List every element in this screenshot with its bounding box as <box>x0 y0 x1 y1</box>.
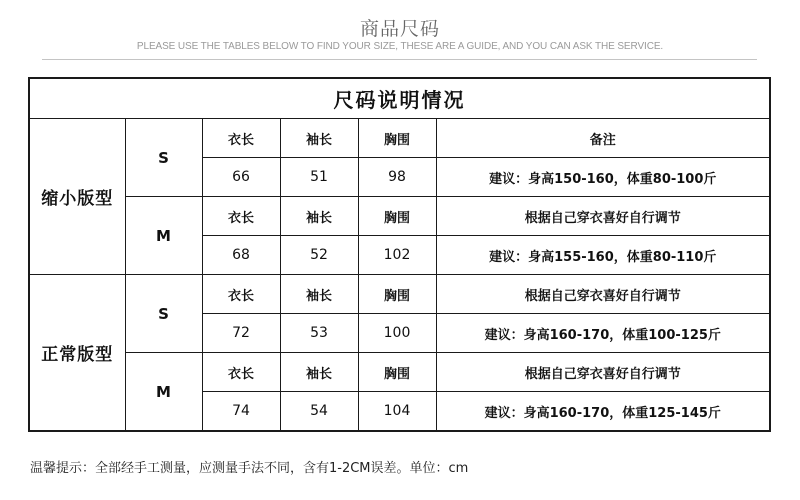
header-length: 衣长 <box>202 275 280 314</box>
table-caption: 尺码说明情况 <box>29 78 770 119</box>
table-row <box>29 119 770 158</box>
value-recommendation: 建议：身高150-160，体重80-100斤 <box>436 158 770 197</box>
value-sleeve: 53 <box>280 314 358 353</box>
header-divider <box>42 59 757 60</box>
value-length: 68 <box>202 236 280 275</box>
value-sleeve: 51 <box>280 158 358 197</box>
value-chest: 98 <box>358 158 436 197</box>
value-recommendation: 建议：身高160-170，体重100-125斤 <box>436 314 770 353</box>
header-chest: 胸围 <box>358 197 436 236</box>
value-recommendation: 建议：身高160-170，体重125-145斤 <box>436 392 770 432</box>
header-sleeve: 袖长 <box>280 353 358 392</box>
value-sleeve: 52 <box>280 236 358 275</box>
size-label: M <box>125 353 202 432</box>
header-chest: 胸围 <box>358 119 436 158</box>
header-sleeve: 袖长 <box>280 197 358 236</box>
fit-label-slim: 缩小版型 <box>29 119 125 275</box>
value-length: 74 <box>202 392 280 432</box>
value-length: 72 <box>202 314 280 353</box>
header-remark: 根据自己穿衣喜好自行调节 <box>436 275 770 314</box>
fit-label-regular: 正常版型 <box>29 275 125 432</box>
size-label: M <box>125 197 202 275</box>
header-length: 衣长 <box>202 119 280 158</box>
page-subtitle: PLEASE USE THE TABLES BELOW TO FIND YOUR SIZE, THESE ARE A GUIDE, AND YOU CAN ASK THE SERVICE. <box>136 41 664 52</box>
header-remark: 根据自己穿衣喜好自行调节 <box>436 353 770 392</box>
table-row <box>29 275 770 314</box>
size-label: S <box>125 275 202 353</box>
header-length: 衣长 <box>202 197 280 236</box>
header-remark: 备注 <box>436 119 770 158</box>
footer-tip: 温馨提示：全部经手工测量，应测量手法不同，含有1-2CM误差。单位：cm <box>30 461 469 476</box>
header-remark: 根据自己穿衣喜好自行调节 <box>436 197 770 236</box>
header-chest: 胸围 <box>358 275 436 314</box>
size-label: S <box>125 119 202 197</box>
header-length: 衣长 <box>202 353 280 392</box>
value-chest: 102 <box>358 236 436 275</box>
header-chest: 胸围 <box>358 353 436 392</box>
page-title: 商品尺码 <box>359 18 440 40</box>
table-row <box>29 197 770 236</box>
value-chest: 104 <box>358 392 436 432</box>
size-chart-table <box>28 77 771 432</box>
header-sleeve: 袖长 <box>280 275 358 314</box>
value-sleeve: 54 <box>280 392 358 432</box>
value-recommendation: 建议：身高155-160，体重80-110斤 <box>436 236 770 275</box>
header-sleeve: 袖长 <box>280 119 358 158</box>
table-row <box>29 353 770 392</box>
value-length: 66 <box>202 158 280 197</box>
value-chest: 100 <box>358 314 436 353</box>
